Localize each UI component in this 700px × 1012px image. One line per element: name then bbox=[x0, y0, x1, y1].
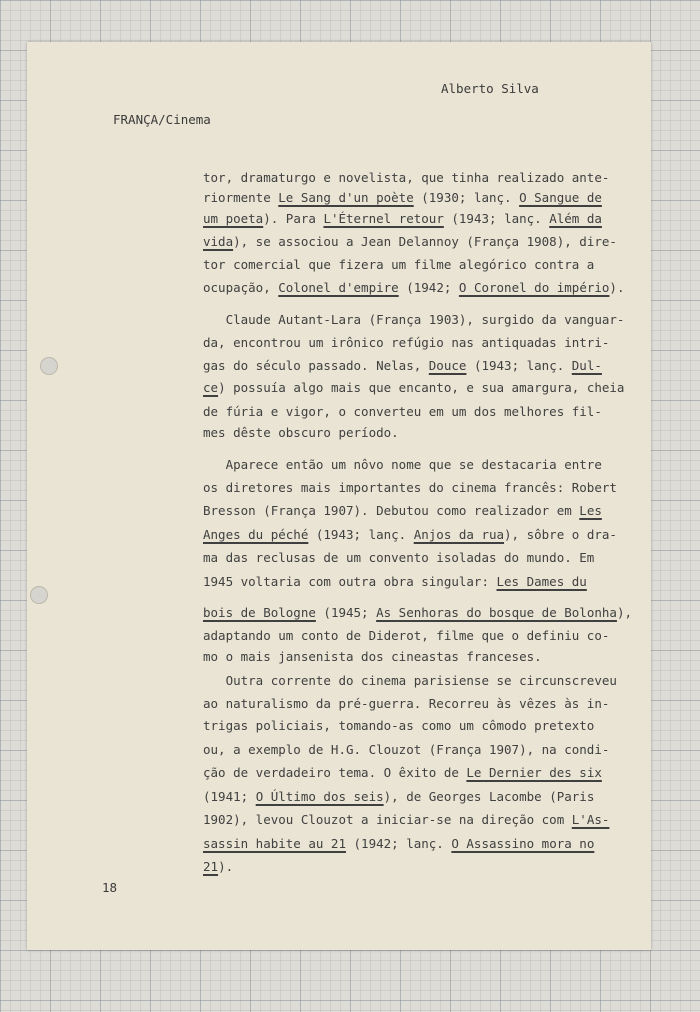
underlined-title: Le Sang d'un poète bbox=[278, 190, 414, 205]
text-segment: da, encontrou um irônico refúgio nas antiquadas intri- bbox=[203, 335, 610, 350]
text-segment: Bresson (França 1907). Debutou como realizador em bbox=[203, 503, 580, 518]
text-line bbox=[203, 696, 609, 712]
text-line bbox=[203, 480, 617, 496]
text-line bbox=[203, 742, 609, 758]
text-line bbox=[203, 812, 609, 828]
underlined-title: Anges du péché bbox=[203, 527, 309, 542]
text-line bbox=[203, 404, 602, 420]
underlined-title: L'Éternel retour bbox=[323, 211, 444, 226]
typed-page bbox=[27, 42, 651, 950]
text-segment: ), sôbre o dra- bbox=[504, 527, 617, 542]
text-line bbox=[203, 574, 587, 590]
underlined-title: As Senhoras do bosque de Bolonha bbox=[376, 605, 617, 620]
underlined-title: O Assassino mora no bbox=[451, 836, 595, 851]
text-segment: trigas policiais, tomando-as como um cômodo pretexto bbox=[203, 718, 595, 733]
text-line bbox=[203, 859, 233, 875]
text-line bbox=[203, 257, 594, 273]
underlined-title: vida bbox=[203, 234, 234, 249]
underlined-title: Douce bbox=[428, 358, 467, 373]
text-segment: ma das reclusas de um convento isoladas do mundo. Em bbox=[203, 550, 595, 565]
text-segment: (1943; lanç. bbox=[308, 527, 414, 542]
text-segment: Aparece então um nôvo nome que se destacaria entre bbox=[203, 457, 602, 472]
text-line bbox=[203, 312, 624, 328]
page-number: 18 bbox=[102, 880, 118, 895]
text-segment: ), bbox=[616, 605, 632, 620]
underlined-title: 21 bbox=[203, 859, 219, 874]
text-segment: Outra corrente do cinema parisiense se circunscreveu bbox=[203, 673, 617, 688]
text-line bbox=[203, 190, 602, 206]
text-line bbox=[203, 673, 617, 689]
underlined-title: Colonel d'empire bbox=[278, 280, 399, 295]
text-line bbox=[203, 789, 594, 805]
text-segment: (1943; lanç. bbox=[443, 211, 550, 226]
underlined-title: L'As- bbox=[571, 812, 610, 827]
text-line bbox=[203, 605, 632, 621]
text-line bbox=[203, 170, 609, 186]
text-segment: (1943; lanç. bbox=[466, 358, 572, 373]
text-segment: os diretores mais importantes do cinema francês: Robert bbox=[203, 480, 617, 495]
underlined-title: O Último dos seis bbox=[255, 789, 384, 804]
text-segment: adaptando um conto de Diderot, filme que o definiu co- bbox=[203, 628, 610, 643]
underlined-title: ce bbox=[203, 380, 219, 395]
text-segment: ). bbox=[609, 280, 625, 295]
text-segment: ). Para bbox=[263, 211, 324, 226]
text-segment: (1942; bbox=[398, 280, 459, 295]
text-line bbox=[203, 358, 602, 374]
underlined-title: Além da bbox=[549, 211, 602, 226]
text-segment: ). bbox=[218, 859, 234, 874]
text-line bbox=[203, 836, 594, 852]
text-line bbox=[203, 550, 594, 566]
text-segment: tor, dramaturgo e novelista, que tinha realizado ante- bbox=[203, 170, 610, 185]
text-segment: tor comercial que fizera um filme alegórico contra a bbox=[203, 257, 595, 272]
text-line bbox=[203, 280, 624, 296]
text-segment: ou, a exemplo de H.G. Clouzot (França 1907), na condi- bbox=[203, 742, 610, 757]
text-segment: mo o mais jansenista dos cineastas franceses. bbox=[203, 649, 542, 664]
underlined-title: Les Dames du bbox=[496, 574, 587, 589]
text-segment: ção de verdadeiro tema. O êxito de bbox=[203, 765, 467, 780]
text-line bbox=[203, 211, 602, 227]
text-segment: Claude Autant-Lara (França 1903), surgido da vanguar- bbox=[203, 312, 625, 327]
underlined-title: bois de Bologne bbox=[203, 605, 316, 620]
text-line bbox=[203, 234, 617, 250]
text-segment: 1945 voltaria com outra obra singular: bbox=[203, 574, 497, 589]
text-segment: gas do século passado. Nelas, bbox=[203, 358, 429, 373]
text-line bbox=[203, 335, 609, 351]
text-line bbox=[203, 765, 602, 781]
text-line bbox=[203, 649, 542, 665]
text-line bbox=[203, 527, 617, 543]
text-segment: (1930; lanç. bbox=[413, 190, 520, 205]
text-segment: ) possuía algo mais que encanto, e sua amargura, cheia bbox=[218, 380, 625, 395]
underlined-title: O Coronel do império bbox=[458, 280, 610, 295]
punch-hole bbox=[40, 357, 58, 375]
underlined-title: O Sangue de bbox=[519, 190, 602, 205]
text-segment: mes dêste obscuro período. bbox=[203, 425, 399, 440]
text-line bbox=[203, 718, 594, 734]
text-segment: ocupação, bbox=[203, 280, 279, 295]
text-segment: ao naturalismo da pré-guerra. Recorreu às vêzes às in- bbox=[203, 696, 610, 711]
text-line bbox=[203, 457, 602, 473]
text-segment: ), de Georges Lacombe (Paris bbox=[383, 789, 595, 804]
text-segment: (1941; bbox=[203, 789, 256, 804]
text-line bbox=[203, 503, 602, 519]
underlined-title: sassin habite au 21 bbox=[203, 836, 346, 851]
text-segment: 1902), levou Clouzot a iniciar-se na direção com bbox=[203, 812, 572, 827]
text-segment: ), se associou a Jean Delannoy (França 1908), dire- bbox=[233, 234, 617, 249]
section-heading: FRANÇA/Cinema bbox=[113, 112, 211, 127]
text-segment: riormente bbox=[203, 190, 279, 205]
underlined-title: Dul- bbox=[571, 358, 602, 373]
underlined-title: Les bbox=[579, 503, 602, 518]
text-line bbox=[203, 425, 399, 441]
text-segment: (1942; lanç. bbox=[346, 836, 452, 851]
author-name: Alberto Silva bbox=[441, 81, 539, 96]
underlined-title: um poeta bbox=[203, 211, 264, 226]
underlined-title: Anjos da rua bbox=[413, 527, 505, 542]
punch-hole bbox=[30, 586, 48, 604]
underlined-title: Le Dernier des six bbox=[466, 765, 602, 780]
text-line bbox=[203, 380, 624, 396]
text-segment: (1945; bbox=[315, 605, 377, 620]
text-segment: de fúria e vigor, o converteu em um dos melhores fil- bbox=[203, 404, 602, 419]
text-line bbox=[203, 628, 609, 644]
